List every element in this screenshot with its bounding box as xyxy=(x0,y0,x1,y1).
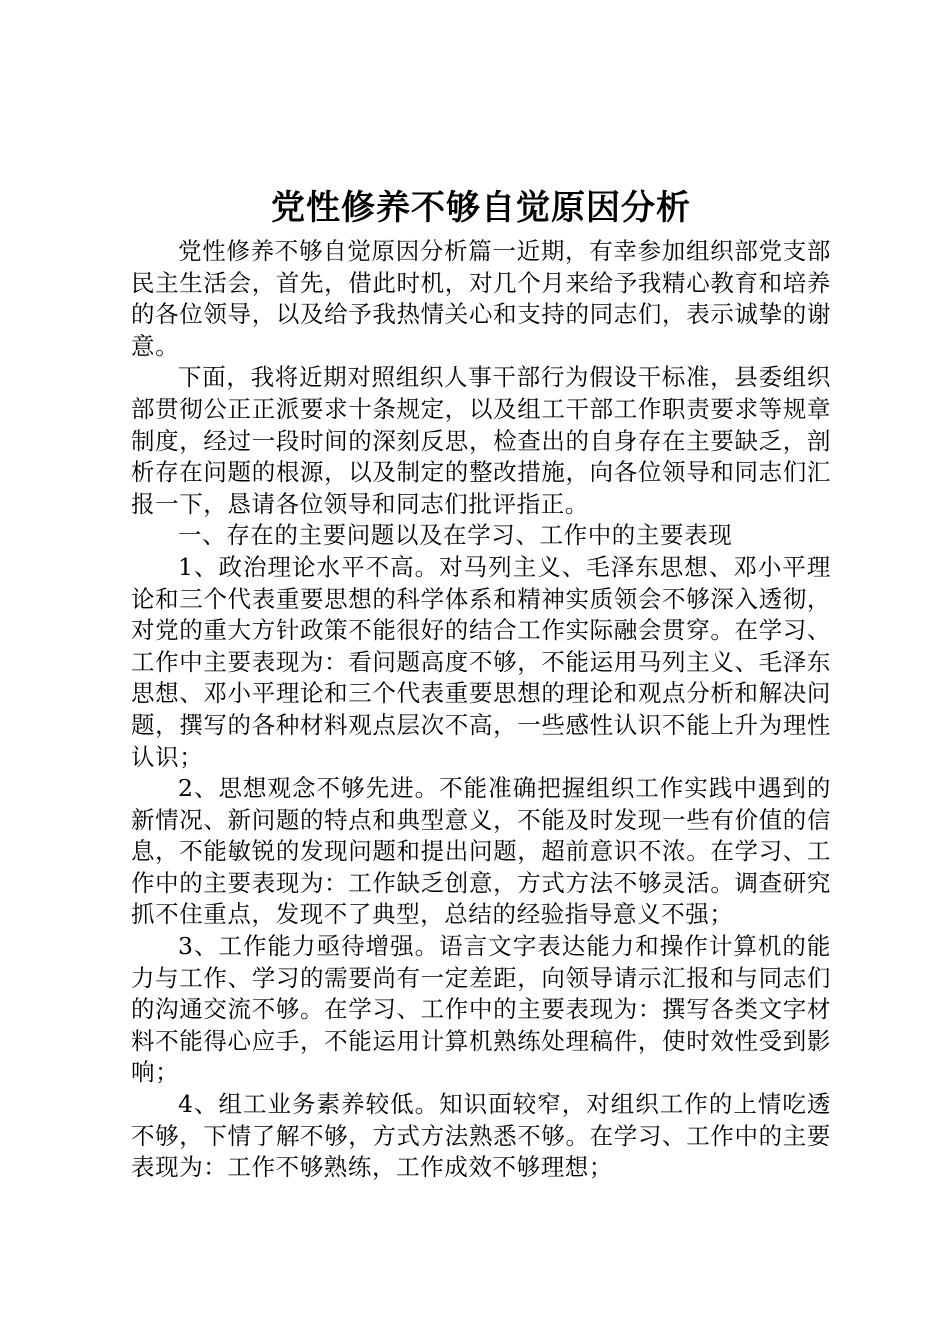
document-page xyxy=(131,182,831,1184)
section-heading-problems: 一、存在的主要问题以及在学习、工作中的主要表现 xyxy=(178,521,733,550)
paragraph-intro: 党性修养不够自觉原因分析篇一近期，有幸参加组织部党支部民主生活会，首先，借此时机，对几个月来给予我精心教育和培养的各位领导，以及给予我热情关心和支持的同志们，表示诚挚的谢意。 xyxy=(131,237,831,360)
paragraph-item-1: 1、政治理论水平不高。对马列主义、毛泽东思想、邓小平理论和三个代表重要思想的科学体系和精神实质领会不够深入透彻，对党的重大方针政策不能很好的结合工作实际融会贯穿。在学习、工作中主要表现为：看问题高度不够，不能运用马列主义、毛泽东思想、邓小平理论和三个代表重要思想的理论和观点分析和解决问题，撰写的各种材料观点层次不高，一些感性认识不能上升为理性认识； xyxy=(131,552,831,771)
document-title: 党性修养不够自觉原因分析 xyxy=(271,188,691,228)
paragraph-item-2: 2、思想观念不够先进。不能准确把握组织工作实践中遇到的新情况、新问题的特点和典型意义，不能及时发现一些有价值的信息，不能敏锐的发现问题和提出问题，超前意识不浓。在学习、工作中的主要表现为：工作缺乏创意，方式方法不够灵活。调查研究抓不住重点，发现不了典型，总结的经验指导意义不强； xyxy=(131,774,831,929)
paragraph-item-4: 4、组工业务素养较低。知识面较窄，对组织工作的上情吃透不够，下情了解不够，方式方法熟悉不够。在学习、工作中的主要表现为：工作不够熟练，工作成效不够理想； xyxy=(131,1090,831,1182)
paragraph-item-3: 3、工作能力亟待增强。语言文字表达能力和操作计算机的能力与工作、学习的需要尚有一定差距，向领导请示汇报和与同志们的沟通交流不够。在学习、工作中的主要表现为：撰写各类文字材料不能得心应手，不能运用计算机熟练处理稿件，使时效性受到影响； xyxy=(131,932,831,1087)
paragraph-reflection: 下面，我将近期对照组织人事干部行为假设干标准，县委组织部贯彻公正正派要求十条规定，以及组工干部工作职责要求等规章制度，经过一段时间的深刻反思，检查出的自身存在主要缺乏，剖析存在问题的根源，以及制定的整改措施，向各位领导和同志们汇报一下，恳请各位领导和同志们批评指正。 xyxy=(131,363,831,518)
